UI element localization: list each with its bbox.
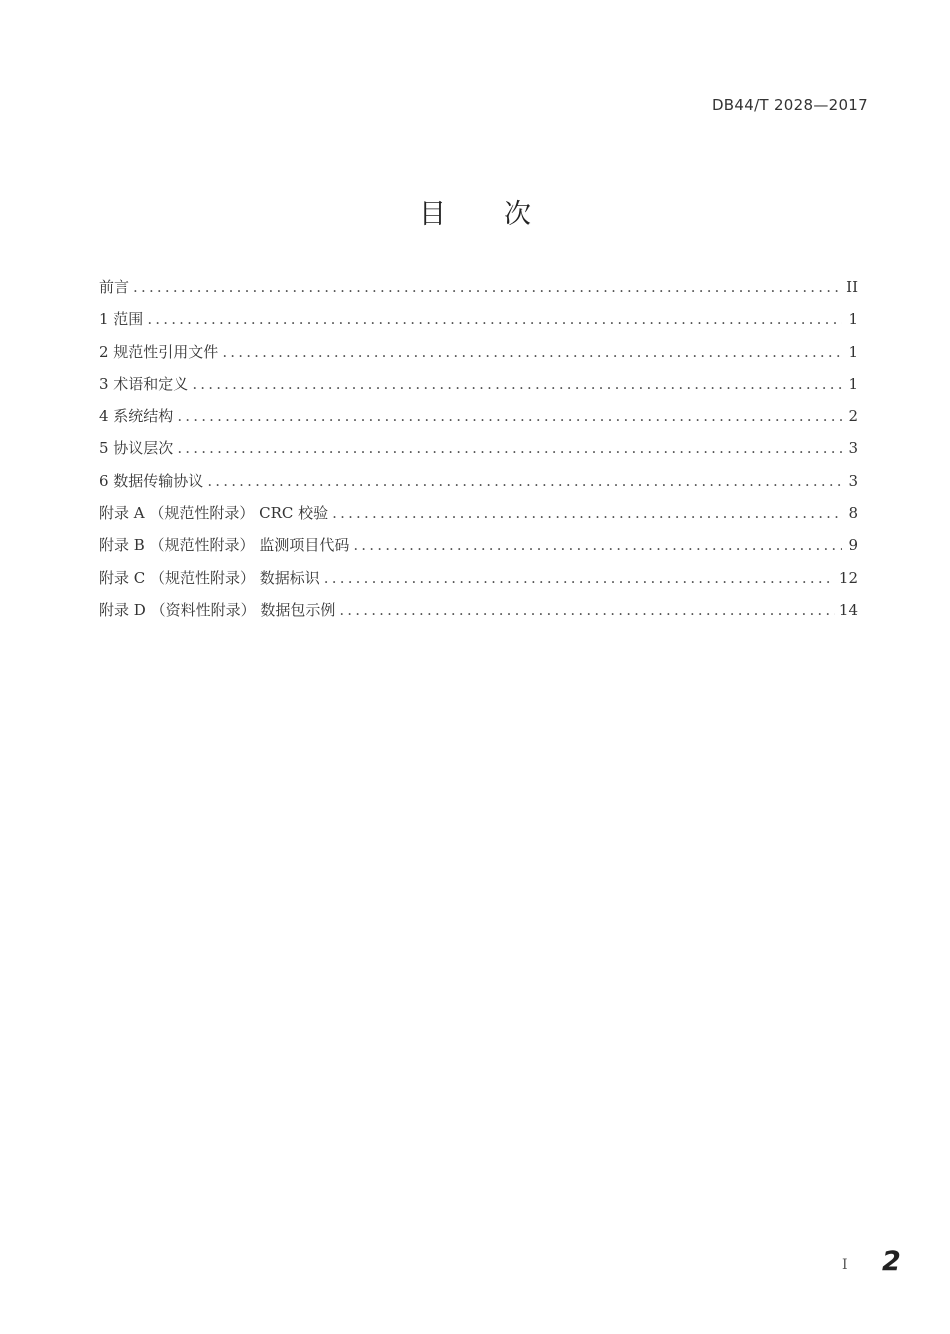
- toc-leader-dots: [324, 567, 835, 589]
- page-number: 2: [882, 1246, 901, 1277]
- toc-entry-label: 附录 C （规范性附录） 数据标识: [99, 568, 320, 587]
- toc-entry-label: 附录 D （资料性附录） 数据包示例: [99, 600, 336, 619]
- toc-entry-protocol-layers[interactable]: [99, 437, 858, 469]
- toc-entry-page: 1: [848, 374, 858, 393]
- document-code: DB44/T 2028—2017: [711, 96, 868, 114]
- title-part-2: 次: [504, 199, 531, 230]
- toc-leader-dots: [222, 341, 842, 363]
- toc-leader-dots: [207, 470, 842, 492]
- toc-entry-page: 1: [848, 310, 858, 329]
- toc-entry-label: 5 协议层次: [99, 439, 174, 458]
- toc-entry-system-structure[interactable]: [99, 405, 858, 437]
- toc-leader-dots: [177, 437, 842, 459]
- toc-entry-label: 4 系统结构: [99, 407, 174, 426]
- toc-entry-label: 2 规范性引用文件: [99, 342, 219, 361]
- toc-leader-dots: [133, 276, 842, 298]
- toc-entry-page: 12: [838, 568, 858, 587]
- toc-entry-appendix-a[interactable]: [99, 502, 858, 534]
- toc-entry-label: 前言: [99, 278, 130, 296]
- toc-entry-page: 8: [848, 504, 858, 523]
- page-title: [0, 192, 950, 231]
- toc-leader-dots: [192, 373, 842, 395]
- toc-entry-page: 3: [848, 439, 858, 458]
- toc-entry-terms-definitions[interactable]: [99, 373, 858, 405]
- toc-leader-dots: [177, 405, 842, 427]
- toc-entry-appendix-c[interactable]: [99, 567, 858, 599]
- toc-entry-page: 1: [848, 342, 858, 361]
- toc-entry-page: 14: [838, 600, 858, 619]
- toc-entry-label: 附录 A （规范性附录） CRC 校验: [99, 504, 329, 523]
- toc-entry-page: 2: [848, 407, 858, 426]
- toc-entry-page: 9: [848, 536, 858, 555]
- toc-entry-label: 3 术语和定义: [99, 374, 189, 393]
- toc-entry-label: 附录 B （规范性附录） 监测项目代码: [99, 536, 350, 555]
- toc-entry-label: 1 范围: [99, 310, 144, 329]
- toc-entry-scope[interactable]: [99, 308, 858, 340]
- title-part-1: 目: [419, 199, 446, 230]
- toc-entry-appendix-b[interactable]: [99, 534, 858, 566]
- toc-leader-dots: [339, 599, 835, 621]
- toc-entry-page: 3: [848, 471, 858, 490]
- toc-leader-dots: [353, 534, 842, 556]
- toc-entry-data-transmission-protocol[interactable]: [99, 470, 858, 502]
- toc-entry-page: II: [846, 278, 858, 296]
- toc-leader-dots: [147, 308, 842, 330]
- toc-entry-foreword[interactable]: [99, 276, 858, 308]
- toc-entry-normative-references[interactable]: [99, 341, 858, 373]
- toc-entry-label: 6 数据传输协议: [99, 471, 204, 490]
- toc-entry-appendix-d[interactable]: [99, 599, 858, 631]
- toc-leader-dots: [332, 502, 842, 524]
- page-roman-numeral: I: [842, 1257, 848, 1273]
- table-of-contents: [99, 276, 858, 631]
